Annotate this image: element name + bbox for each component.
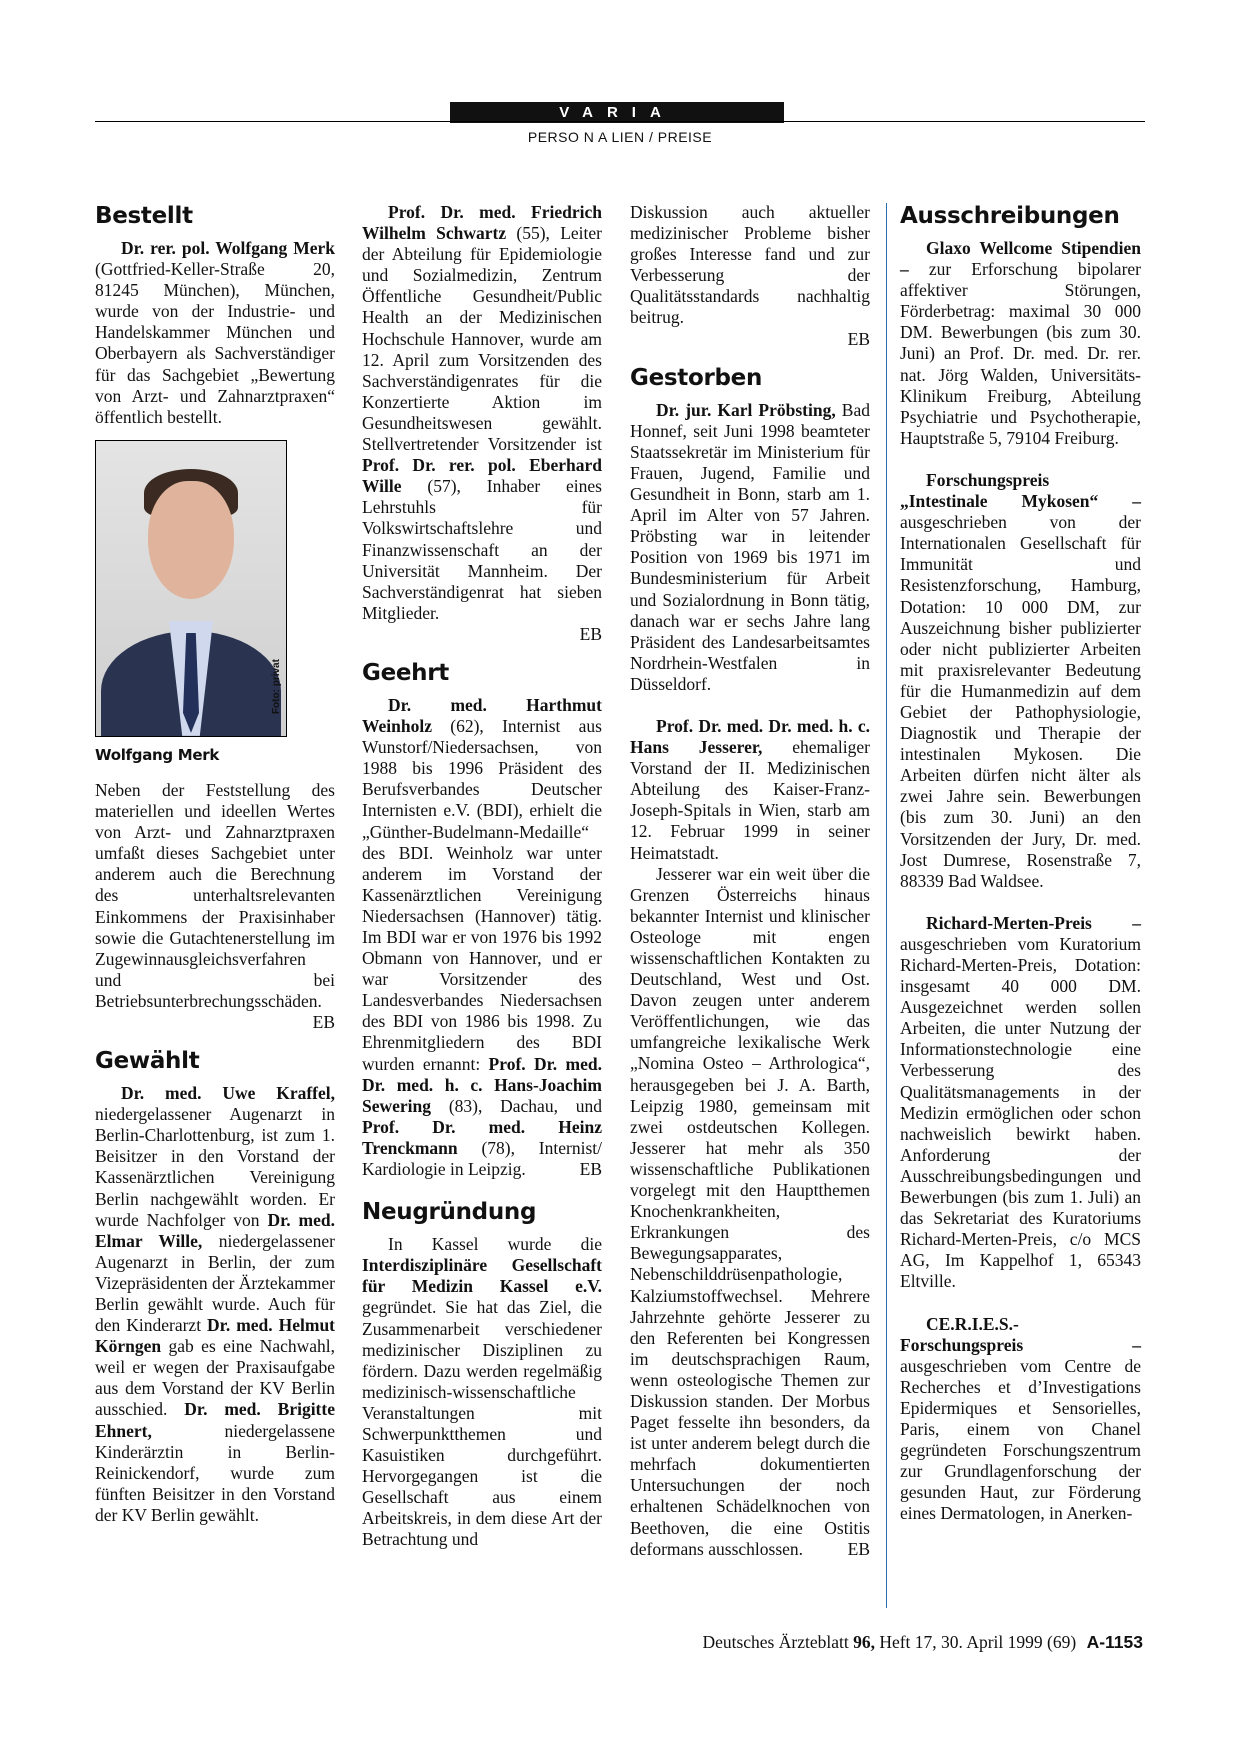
paragraph-ceries: CE.R.I.E.S.-Forschungspreis – ausgeschrieben vom Centre de Recherches et d’Investigations Epidermiques et Sensorielles, Paris, einem von Chanel gegründeten Forschungszentrum zur Grundlagenforschung der gesunden Haut, zur Förderung eines Dermatologen, in Anerken- bbox=[900, 1313, 1141, 1524]
journal-name: Deutsches Ärzteblatt bbox=[702, 1632, 849, 1652]
column-1 bbox=[95, 202, 335, 1526]
author-initials: EB bbox=[847, 328, 870, 349]
portrait-photo bbox=[95, 440, 287, 737]
column-4 bbox=[900, 202, 1141, 1524]
paragraph-merk-details: Neben der Feststellung des materiellen und ideellen Wertes von Arzt- und Zahnarztpraxen umfaßt dieses Sachgebiet unter anderem auch die Berechnung des unterhaltsrelevanten Einkommens der Praxisinhaber sowie die Gutachtenerstellung im Zugewinnausgleichsverfahren und bei Betriebsunterbrechungsschäden. EB bbox=[95, 779, 335, 1032]
author-initials: EB bbox=[579, 623, 602, 644]
journal-issue: Heft 17, 30. April 1999 (69) bbox=[879, 1632, 1077, 1652]
author-initials: EB bbox=[312, 1011, 335, 1032]
heading-geehrt: Geehrt bbox=[362, 659, 449, 686]
paragraph-kassel-cont: Diskussion auch aktueller medizinischer Probleme bisher großes Interesse fand und zur Verbesserung der Qualitätsstandards nachhaltig beitrug. EB bbox=[630, 202, 870, 349]
photo-caption: Wolfgang Merk bbox=[95, 745, 220, 764]
paragraph-schwartz: Prof. Dr. med. Friedrich Wilhelm Schwartz (55), Leiter der Abteilung für Epidemiologie und Sozialmedizin, Zentrum Öffentliche Gesundheit/Public Health an der Medizinischen Hochschule Hannover, wurde am 12. April zum Vorsitzenden des Sachverständigenrates für die Konzertierte Aktion im Gesundheitswesen gewählt. Stellvertretender Vorsitzender ist Prof. Dr. rer. pol. Eberhard Wille (57), Inhaber eines Lehrstuhls für Volkswirtschaftslehre und Finanzwissenschaft an der Universität Mannheim. Der Sachverständigenrat hat sieben Mitglieder. EB bbox=[362, 202, 602, 644]
heading-ausschreibungen: Ausschreibungen bbox=[900, 203, 1120, 229]
paragraph-merten: Richard-Merten-Preis – ausgeschrieben vom Kuratorium Richard-Merten-Preis, Dotation: insgesamt 40 000 DM. Ausgezeichnet werden sollen Arbeiten, die unter Nutzung der Informationstechnologie eine Verbesserung des Qualitätsmanagements in der Medizin ermöglichen oder schon nachweislich bewirkt haben. Anforderung der Ausschreibungsbedingungen und Bewerbungen (bis zum 1. Juli) an das Sekretariat des Kuratoriums Richard-Merten-Preis, c/o MCS AG, Im Kappelhof 1, 65343 Eltville. bbox=[900, 912, 1141, 1292]
column-3 bbox=[630, 202, 870, 1560]
paragraph-kassel: In Kassel wurde die Interdisziplinäre Gesellschaft für Medizin Kassel e.V. gegründet. Sie hat das Ziel, die Zusammenarbeit verschiedener medizinischer Disziplinen zu fördern. Dazu werden regelmäßig medizinisch-wissenschaftliche Veranstaltungen mit Schwerpunktthemen und Kasuistiken durchgeführt. Hervorgegangen ist die Gesellschaft aus einem Arbeitskreis, in dem diese Art der Betrachtung und bbox=[362, 1234, 602, 1550]
paragraph-glaxo: Glaxo Wellcome Stipendien – zur Erforschung bipolarer affektiver Störungen, Förderbetrag: maximal 30 000 DM. Bewerbungen (bis zum 30. Juni) an Prof. Dr. med. Dr. rer. nat. Jörg Walden, Universitäts-Klinikum Freiburg, Abteilung Psychiatrie und Psychotherapie, Hauptstraße 5, 79104 Freiburg. bbox=[900, 238, 1141, 448]
author-initials: EB bbox=[579, 1159, 602, 1180]
paragraph-kraffel: Dr. med. Uwe Kraffel, niedergelassener Augenarzt in Berlin-Charlottenburg, ist zum 1. Beisitzer in den Vorstand der Kassenärztlichen Vereinigung Berlin nachgewählt worden. Er wurde Nachfolger von Dr. med. Elmar Wille, niedergelassener Augenarzt in Berlin, der zum Vizepräsidenten der Ärztekammer Berlin gewählt wurde. Auch für den Kinderarzt Dr. med. Helmut Körngen gab es eine Nachwahl, weil er wegen der Praxisaufgabe aus dem Vorstand der KV Berlin ausschied. Dr. med. Brigitte Ehnert, niedergelassene Kinderärztin in Berlin-Reinickendorf, wurde zum fünften Beisitzer in den Vorstand der KV Berlin gewählt. bbox=[95, 1083, 335, 1525]
author-initials: EB bbox=[847, 1538, 870, 1559]
paragraph-mykosen: Forschungspreis „Intestinale Mykosen“ – ausgeschrieben von der Internationalen Gesellschaft für Immunität und Resistenzforschung, Hamburg, Dotation: 10 000 DM, zur Auszeichnung bisher publizierter oder nicht publizierter Arbeiten mit praxisrelevanter Bedeutung für die Humanmedizin auf dem Gebiet der Pathophysiologie, Diagnostik und Therapie der intestinalen Mykosen. Die Arbeiten dürfen nicht älter als zwei Jahre sein. Bewerbungen (bis zum 30. Juni) an den Vorsitzenden der Jury, Dr. med. Jost Dumrese, Rosenstraße 7, 88339 Bad Waldsee. bbox=[900, 469, 1141, 891]
page-number: A-1153 bbox=[1086, 1632, 1143, 1652]
column-divider bbox=[886, 203, 887, 1608]
section-banner bbox=[450, 102, 784, 123]
heading-bestellt: Bestellt bbox=[95, 203, 193, 229]
heading-gewaehlt: Gewählt bbox=[95, 1048, 200, 1075]
heading-neugruendung: Neugründung bbox=[362, 1199, 537, 1226]
paragraph-jesserer-2: Jesserer war ein weit über die Grenzen Österreichs hinaus bekannter Internist und klinischer Osteologe mit engen wissenschaftlichen Kontakten zu Deutschland, West und Ost. Davon zeugen unter anderem Veröffentlichungen, wie das umfangreiche lexikalische Werk „Nomina Osteo – Arthrologica“, herausgegeben bei J. A. Barth, Leipzig 1980, gemeinsam mit zwei ostdeutschen Kollegen. Jesserer hat mehr als 350 wissenschaftliche Publikationen vorgelegt mit den Hauptthemen Knochenkrankheiten, Erkrankungen des Bewegungsapparates, Nebenschilddrüsenpathologie, Kalziumstoffwechsel. Mehrere Jahrzehnte gehörte Jesserer zu den Referenten bei Kongressen im deutschsprachigen Raum, wenn osteologische Themen zur Diskussion standen. Der Morbus Paget fesselte ihn besonders, da ist unter anderem belegt durch die mehrfach dokumentierten Untersuchungen der noch erhaltenen Schädelknochen von Beethoven, die eine Ostitis deformans ausschlossen. EB bbox=[630, 863, 870, 1559]
paragraph-merk: Dr. rer. pol. Wolfgang Merk (Gottfried-Keller-Straße 20, 81245 München), München, wurde von der Industrie- und Handelskammer München und Oberbayern als Sachverständiger für das Sachgebiet „Bewertung von Arzt- und Zahnarztpraxen“ öffentlich bestellt. bbox=[95, 238, 335, 427]
header-rule bbox=[95, 121, 1145, 122]
photo-credit: Foto: privat bbox=[270, 658, 282, 714]
page-footer bbox=[702, 1632, 1143, 1653]
section-title: VARIA bbox=[559, 104, 675, 121]
section-subtitle: PERSO N A LIEN / PREISE bbox=[527, 129, 713, 145]
paragraph-proebsting: Dr. jur. Karl Pröbsting, Bad Honnef, seit Juni 1998 beamteter Staatssekretär im Ministerium für Frauen, Jugend, Familie und Gesundheit in Bonn, starb am 1. April im Alter von 57 Jahren. Pröbsting war in leitender Position von 1969 bis 1971 im Bundesministerium für Arbeit und Sozialordnung in Bonn tätig, danach war er sechs Jahre lang Präsident des Landesarbeitsamtes Nordrhein-Westfalen in Düsseldorf. bbox=[630, 399, 870, 694]
column-2 bbox=[362, 202, 602, 1551]
paragraph-jesserer: Prof. Dr. med. Dr. med. h. c. Hans Jesserer, ehemaliger Vorstand der II. Medizinischen Abteilung des Kaiser-Franz-Joseph-Spitals in Wien, starb am 12. Februar 1999 in seiner Heimatstadt. bbox=[630, 715, 870, 863]
heading-gestorben: Gestorben bbox=[630, 364, 763, 391]
paragraph-weinholz: Dr. med. Harthmut Weinholz (62), Internist aus Wunstorf/Niedersachsen, von 1988 bis 1996 Präsident des Berufsverbandes Deutscher Internisten e.V. (BDI), erhielt die „Günther-Budelmann-Medaille“ des BDI. Weinholz war unter anderem im Vorstand der Kassenärztlichen Vereinigung Niedersachsen (Hannover) tätig. Im BDI war er von 1976 bis 1992 Obmann von Hannover, und er war Vorsitzender des Landesverbandes Niedersachsen des BDI von 1986 bis 1998. Zu Ehrenmitgliedern des BDI wurden ernannt: Prof. Dr. med. Dr. med. h. c. Hans-Joachim Sewering (83), Dachau, und Prof. Dr. med. Heinz Trenckmann (78), Internist/ Kardiologie in Leipzig. EB bbox=[362, 694, 602, 1180]
journal-volume: 96, bbox=[853, 1632, 875, 1652]
